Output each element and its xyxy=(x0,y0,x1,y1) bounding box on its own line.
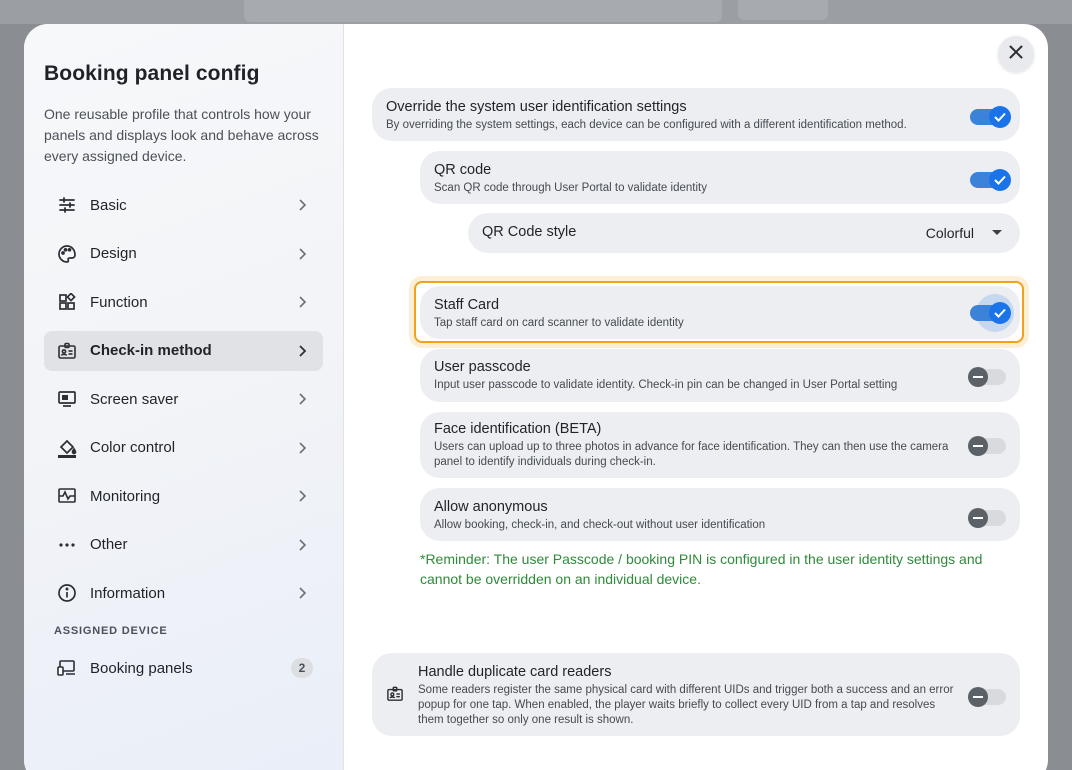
chevron-right-icon xyxy=(295,489,309,503)
check-icon xyxy=(989,302,1011,324)
info-icon xyxy=(56,582,78,604)
more-horizontal-icon xyxy=(56,534,78,556)
duplicate-card-readers-card xyxy=(372,653,1020,736)
sliders-icon xyxy=(56,194,78,216)
duplicate-card-readers-toggle[interactable] xyxy=(972,689,1006,705)
qr-code-title: QR code xyxy=(434,162,492,178)
qr-code-style-select[interactable] xyxy=(468,213,1020,253)
reminder-text: *Reminder: The user Passcode / booking PIN is configured in the user identity settings and cannot be overridden on an individual device. xyxy=(420,551,983,587)
monitor-icon xyxy=(56,388,78,410)
toggle-off-icon xyxy=(968,436,988,456)
device-count-badge: 2 xyxy=(291,658,313,678)
override-toggle[interactable] xyxy=(970,109,1008,125)
user-passcode-subtitle: Input user passcode to validate identity. Check-in pin can be changed in User Portal setting xyxy=(434,379,898,391)
sidebar-item-function[interactable] xyxy=(44,282,323,322)
sidebar-title: Booking panel config xyxy=(44,62,260,85)
check-icon xyxy=(989,106,1011,128)
qr-code-toggle[interactable] xyxy=(970,172,1008,188)
face-identification-title: Face identification (BETA) xyxy=(434,421,602,437)
duplicate-card-readers-subtitle-line2: popup for one tap. When enabled, the player waits briefly to collect every UID from a tap and resolves xyxy=(418,699,936,711)
sidebar-item-screen-saver[interactable] xyxy=(44,379,323,419)
chevron-right-icon xyxy=(295,344,309,358)
face-identification-toggle[interactable] xyxy=(972,438,1006,454)
chevron-right-icon xyxy=(295,295,309,309)
override-settings-card xyxy=(372,88,1020,141)
face-identification-subtitle-line1: Users can upload up to three photos in advance for face identification. They can then use the camera xyxy=(434,441,949,453)
staff-card-toggle[interactable] xyxy=(970,305,1008,321)
close-button[interactable] xyxy=(998,36,1034,72)
main-content xyxy=(344,24,1048,770)
sidebar-item-color-control[interactable] xyxy=(44,428,323,468)
check-icon xyxy=(989,169,1011,191)
sidebar-item-label: Design xyxy=(90,245,137,262)
sidebar-item-design[interactable] xyxy=(44,234,323,274)
chevron-right-icon xyxy=(295,586,309,600)
sidebar-item-monitoring[interactable] xyxy=(44,476,323,516)
toggle-off-icon xyxy=(968,687,988,707)
sidebar-item-other[interactable] xyxy=(44,525,323,565)
sidebar-item-label: Other xyxy=(90,536,128,553)
sidebar-item-information[interactable] xyxy=(44,573,323,613)
palette-icon xyxy=(56,243,78,265)
widgets-icon xyxy=(56,291,78,313)
allow-anonymous-toggle[interactable] xyxy=(972,510,1006,526)
qr-code-card xyxy=(420,151,1020,204)
face-identification-subtitle-line2: panel to identify individuals during check-in. xyxy=(434,456,656,468)
qr-code-style-value: Colorful xyxy=(925,225,974,241)
paint-bucket-icon xyxy=(56,437,78,459)
staff-card-subtitle: Tap staff card on card scanner to validate identity xyxy=(434,317,684,329)
duplicate-card-readers-title: Handle duplicate card readers xyxy=(418,664,612,680)
sidebar-item-label: Function xyxy=(90,293,148,311)
badge-icon xyxy=(386,686,404,707)
monitoring-icon xyxy=(56,485,78,507)
device-label: Booking panels xyxy=(90,659,193,677)
allow-anonymous-title: Allow anonymous xyxy=(434,499,548,515)
chevron-right-icon xyxy=(295,247,309,261)
override-title: Override the system user identification settings xyxy=(386,99,687,115)
chevron-right-icon xyxy=(295,198,309,212)
background-pill xyxy=(738,0,828,20)
duplicate-card-readers-subtitle-line3: them together so only one result is shown. xyxy=(418,714,634,726)
devices-icon xyxy=(56,657,78,679)
badge-icon xyxy=(56,340,78,362)
sidebar-item-basic[interactable] xyxy=(44,185,323,225)
sidebar-item-label: Check-in method xyxy=(90,342,212,359)
allow-anonymous-card xyxy=(420,488,1020,541)
user-passcode-title: User passcode xyxy=(434,359,531,375)
sidebar-item-label: Monitoring xyxy=(90,487,161,505)
qr-code-style-label: QR Code style xyxy=(482,224,577,240)
sidebar-item-booking-panels[interactable] xyxy=(44,651,323,685)
chevron-right-icon xyxy=(295,538,309,552)
sidebar xyxy=(24,24,344,770)
sidebar-item-label: Screen saver xyxy=(90,390,179,408)
face-identification-card xyxy=(420,412,1020,478)
allow-anonymous-subtitle: Allow booking, check-in, and check-out without user identification xyxy=(434,519,766,531)
staff-card-title: Staff Card xyxy=(434,297,500,313)
assigned-device-label: ASSIGNED DEVICE xyxy=(54,625,168,637)
user-passcode-toggle[interactable] xyxy=(972,369,1006,385)
qr-code-subtitle: Scan QR code through User Portal to validate identity xyxy=(434,182,707,194)
staff-card-card xyxy=(420,286,1020,339)
sidebar-nav xyxy=(44,185,323,613)
chevron-right-icon xyxy=(295,392,309,406)
close-icon xyxy=(1009,45,1023,64)
toggle-off-icon xyxy=(968,367,988,387)
sidebar-item-label: Information xyxy=(90,584,166,602)
sidebar-item-label: Basic xyxy=(90,196,127,214)
caret-down-icon xyxy=(992,230,1002,235)
config-modal xyxy=(24,24,1048,770)
background-search xyxy=(244,0,722,22)
toggle-off-icon xyxy=(968,508,988,528)
sidebar-item-label: Color control xyxy=(90,439,176,456)
duplicate-card-readers-subtitle-line1: Some readers register the same physical card with different UIDs and trigger both a success and an error xyxy=(418,684,954,696)
user-passcode-card xyxy=(420,349,1020,402)
override-subtitle: By overriding the system settings, each device can be configured with a different identification method. xyxy=(386,119,907,131)
sidebar-item-check-in-method[interactable] xyxy=(44,331,323,371)
sidebar-description: One reusable profile that controls how your panels and displays look and behave across every assigned device. xyxy=(44,106,319,164)
chevron-right-icon xyxy=(295,441,309,455)
